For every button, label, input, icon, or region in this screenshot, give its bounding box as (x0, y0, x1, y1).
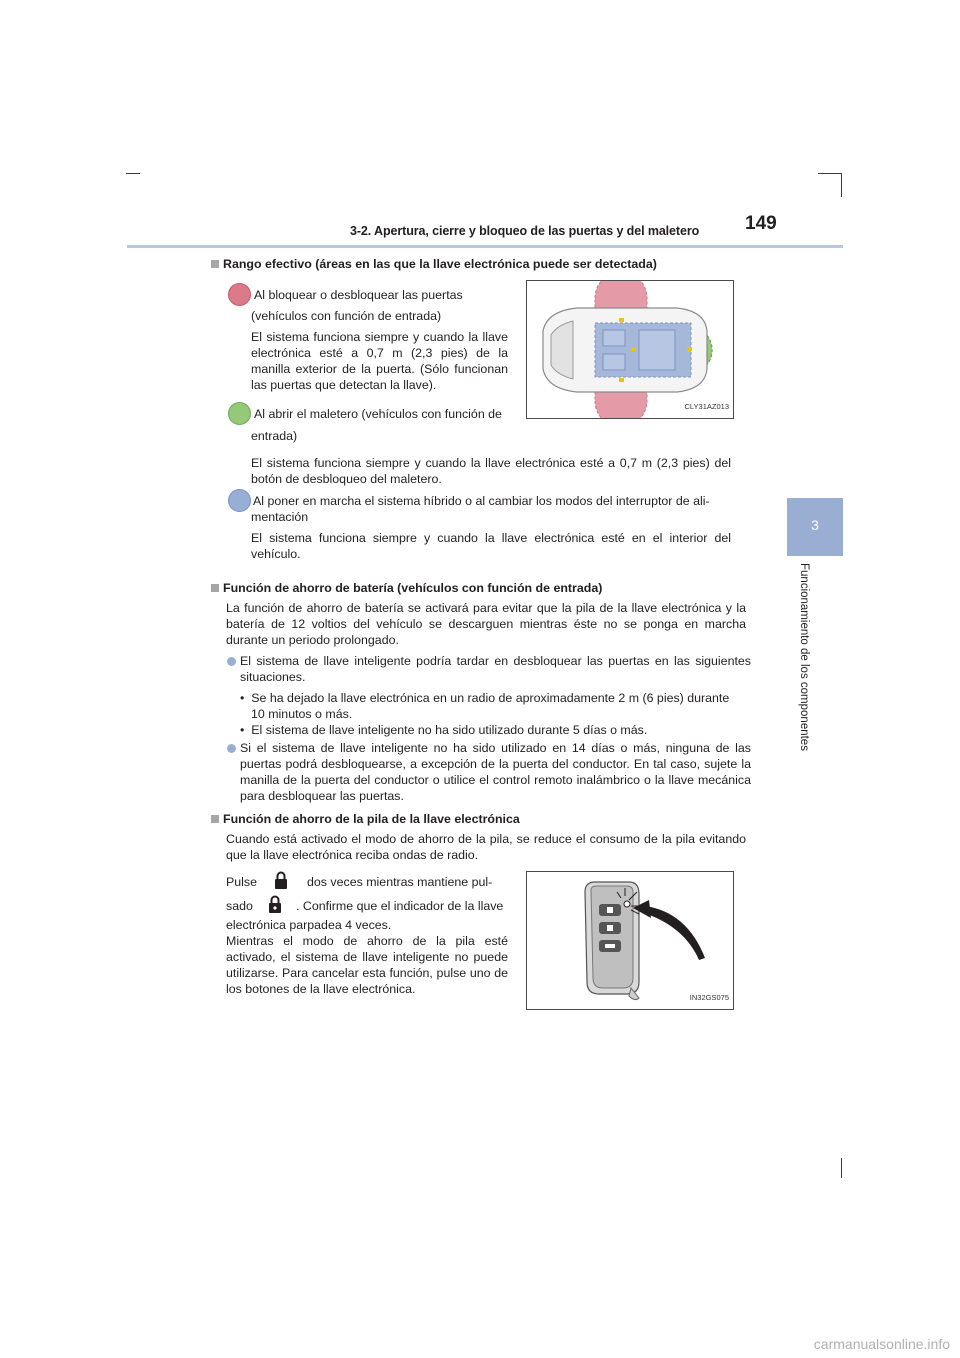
blue-zone-badge-icon (228, 489, 251, 512)
pulse-word: Pulse (226, 875, 257, 889)
sado-rest: . Confirme que el indicador de la llave (296, 899, 504, 913)
pulse-rest: dos veces mientras mantiene pul- (307, 875, 493, 889)
round-bullet-icon (227, 657, 236, 666)
battery-saving-heading (211, 580, 602, 596)
figure-code: CLY31AZ013 (684, 402, 729, 411)
item2-title-line2: entrada) (251, 429, 298, 443)
battery-saving-intro: La función de ahorro de batería se activará para evitar que la pila de la llave electrónica y la batería de 12 voltios del vehículo se descarguen mientras éste no se ponga en marcha durante un periodo prolongado. (226, 601, 746, 647)
green-zone-badge-icon (228, 402, 251, 425)
bullet1-text: El sistema de llave inteligente podría tardar en desbloquear las puertas en las siguientes situaciones. (240, 654, 751, 684)
key-fob-illustration (527, 872, 733, 1009)
item3-title-line1: Al poner en marcha el sistema híbrido o al cambiar los modos del interruptor de ali- (253, 494, 710, 508)
battery-saving-bullet2: Si el sistema de llave inteligente no ha sido utilizado en 14 días o más, ninguna de las puertas podrá desbloquearse, a excepción de la puerta del conductor. En tal caso, sujete la manilla de la puerta del conductor o utilice el control remoto inalámbrico o la llave mecánica para desbloquear las puertas. (240, 741, 751, 803)
figure-code: IN32GS075 (689, 993, 729, 1002)
chapter-label (796, 563, 816, 783)
item2-title-line1: Al abrir el maletero (vehículos con función de (254, 407, 502, 421)
sub-bullet-1: • Se ha dejado la llave electrónica en un radio de aproximadamente 2 m (6 pies) durante (240, 691, 730, 705)
crop-mark (818, 173, 842, 174)
watermark (0, 1336, 960, 1352)
sub1-line2: 10 minutos o más. (251, 707, 353, 721)
key-battery-heading (211, 811, 520, 827)
chapter-label-text: Funcionamiento de los componentes (798, 563, 810, 751)
square-bullet-icon (211, 584, 219, 592)
lock-button-icon-2 (267, 894, 283, 914)
round-bullet-icon (227, 744, 236, 753)
square-bullet-icon (211, 815, 219, 823)
lock-button-icon (273, 870, 289, 890)
page-number: 149 (745, 213, 777, 234)
item1-title-line2: (vehículos con función de entrada) (251, 309, 442, 323)
watermark-text: carmanualsonline.info (813, 1336, 950, 1352)
key-battery-body: Mientras el modo de ahorro de la pila esté activado, el sistema de llave inteligente no puede utilizarse. Para cancelar esta función, pulse uno de los botones de la llave electrónica. (226, 934, 508, 996)
chapter-number: 3 (811, 517, 819, 533)
sado-word: sado (226, 899, 253, 913)
sub-bullet-2: • El sistema de llave inteligente no ha sido utilizado durante 5 días o más. (240, 723, 648, 737)
key-fob-figure (526, 871, 734, 1010)
section-title: 3-2. Apertura, cierre y bloqueo de las puertas y del maletero (350, 224, 700, 238)
header-rule (127, 245, 843, 248)
key-battery-line3: electrónica parpadea 4 veces. (226, 918, 392, 932)
battery-saving-heading-text: Función de ahorro de batería (vehículos con función de entrada) (223, 581, 603, 595)
crop-mark (126, 173, 140, 174)
key-battery-heading-text: Función de ahorro de la pila de la llave electrónica (223, 812, 520, 826)
sub1-line1: Se ha dejado la llave electrónica en un radio de aproximadamente 2 m (6 pies) durante (251, 691, 730, 705)
car-top-view-illustration (527, 281, 733, 418)
range-heading-text: Rango efectivo (áreas en las que la llave electrónica puede ser detectada) (223, 257, 657, 271)
item3-body: El sistema funciona siempre y cuando la llave electrónica esté en el interior del vehículo. (251, 531, 731, 561)
red-zone-badge-icon (228, 283, 251, 306)
item1-body: El sistema funciona siempre y cuando la llave electrónica esté a 0,7 m (2,3 pies) de la manilla exterior de la puerta. (Sólo funcionan las puertas que detectan la llave). (251, 330, 508, 392)
square-bullet-icon (211, 260, 219, 268)
crop-mark (841, 1158, 842, 1178)
item1-title-line1: Al bloquear o desbloquear las puertas (254, 288, 463, 302)
item2-body: El sistema funciona siempre y cuando la llave electrónica esté a 0,7 m (2,3 pies) del botón de desbloqueo del maletero. (251, 456, 731, 486)
sub2-text: El sistema de llave inteligente no ha sido utilizado durante 5 días o más. (251, 723, 648, 737)
battery-saving-bullet1 (240, 653, 751, 685)
crop-mark (841, 173, 842, 197)
range-heading (211, 256, 657, 272)
car-range-figure (526, 280, 734, 419)
key-battery-intro: Cuando está activado el modo de ahorro de la pila, se reduce el consumo de la pila evitando que la llave electrónica reciba ondas de radio. (226, 832, 746, 862)
item3-title-line2: mentación (251, 510, 309, 524)
